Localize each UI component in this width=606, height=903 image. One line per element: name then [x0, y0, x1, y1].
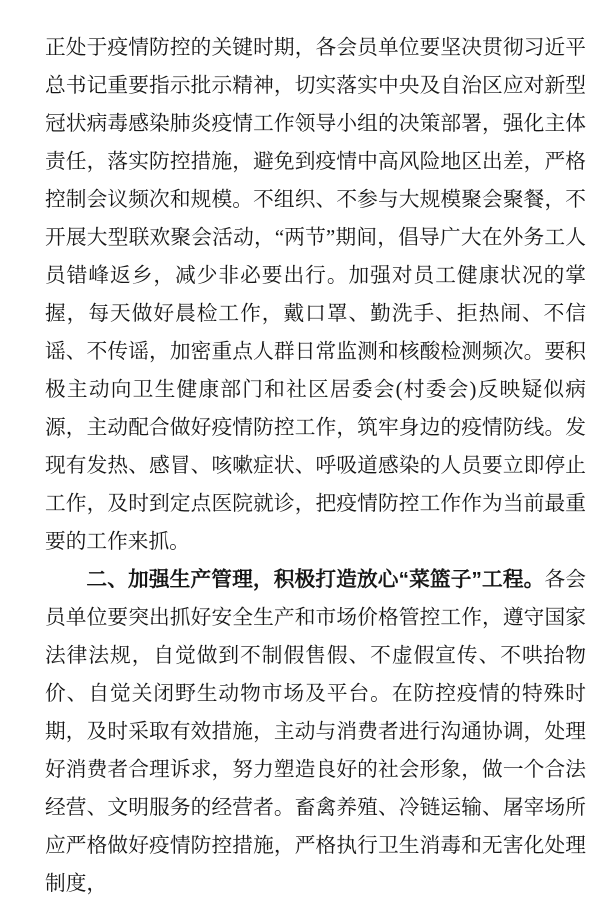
- paragraph-epidemic-prevention: 正处于疫情防控的关键时期，各会员单位要坚决贯彻习近平总书记重要指示批示精神，切实落实中央及自治区应对新型冠状病毒感染肺炎疫情工作领导小组的决策部署，强化主体责任，落实防控措施，避免到疫情中高风险地区出差，严格控制会议频次和规模。不组织、不参与大规模聚会聚餐，不开展大型联欢聚会活动，“两节”期间，倡导广大在外务工人员错峰返乡，减少非必要出行。加强对员工健康状况的掌握，每天做好晨检工作，戴口罩、勤洗手、拒热闹、不信谣、不传谣，加密重点人群日常监测和核酸检测频次。要积极主动向卫生健康部门和社区居委会(村委会)反映疑似病源，主动配合做好疫情防控工作，筑牢身边的疫情防线。发现有发热、感冒、咳嗽症状、呼吸道感染的人员要立即停止工作，及时到定点医院就诊，把疫情防控工作作为当前最重要的工作来抓。: [45, 37, 586, 553]
- paragraph-production-management: [45, 561, 586, 903]
- paragraph-text: 各会员单位要突出抓好安全生产和市场价格管控工作，遵守国家法律法规，自觉做到不制假售假、不虚假宣传、不哄抬物价、自觉关闭野生动物市场及平台。在防控疫情的特殊时期，及时采取有效措施，主动与消费者进行沟通协调，处理好消费者合理诉求，努力塑造良好的社会形象，做一个合法经营、文明服务的经营者。畜禽养殖、冷链运输、屠宰场所应严格做好疫情防控措施，严格执行卫生消毒和无害化处理制度，: [45, 569, 586, 895]
- section-heading-2: 二、加强生产管理，积极打造放心“菜篮子”工程。: [86, 568, 545, 591]
